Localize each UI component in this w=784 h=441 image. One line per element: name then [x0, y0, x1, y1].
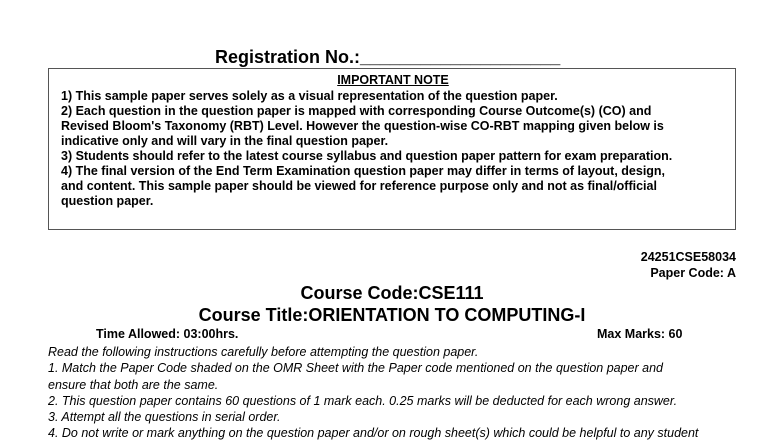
note-line: and content. This sample paper should be viewed for reference purpose only and not as final/official — [61, 179, 657, 193]
course-title: Course Title:ORIENTATION TO COMPUTING-I — [198, 305, 586, 325]
instruction-line: 4. Do not write or mark anything on the question paper and/or on rough sheet(s) which could be helpful to any student — [48, 426, 699, 441]
registration-blank: ____________________ — [360, 47, 561, 67]
instruction-line: ensure that both are the same. — [48, 377, 219, 392]
note-line: question paper. — [61, 194, 154, 208]
note-line: indicative only and will vary in the final question paper. — [61, 134, 389, 148]
course-code: Course Code:CSE111 — [300, 283, 484, 303]
instruction-line: Read the following instructions carefully before attempting the question paper. — [48, 345, 479, 359]
important-note-title: IMPORTANT NOTE — [337, 73, 449, 87]
registration-label: Registration No.: — [215, 47, 361, 67]
max-marks: Max Marks: 60 — [597, 327, 683, 341]
instruction-line: 3. Attempt all the questions in serial order. — [48, 410, 281, 425]
important-note-box — [48, 68, 736, 230]
instructions-block — [48, 344, 778, 441]
note-line: 4) The final version of the End Term Examination question paper may differ in terms of layout, design, — [61, 164, 666, 178]
registration-number-field — [215, 47, 560, 67]
instruction-line: 1. Match the Paper Code shaded on the OMR Sheet with the Paper code mentioned on the question paper and — [48, 361, 663, 376]
note-line: 1) This sample paper serves solely as a visual representation of the question paper. — [61, 89, 558, 103]
note-line: 3) Students should refer to the latest course syllabus and question paper pattern for exam preparation. — [61, 149, 673, 163]
instruction-line: 2. This question paper contains 60 questions of 1 mark each. 0.25 marks will be deducted for each wrong answer. — [48, 393, 678, 408]
note-line: 2) Each question in the question paper is mapped with corresponding Course Outcome(s) (CO) and — [61, 104, 652, 118]
paper-id: 24251CSE58034 — [640, 250, 736, 264]
time-allowed: Time Allowed: 03:00hrs. — [96, 327, 239, 341]
note-line: Revised Bloom's Taxonomy (RBT) Level. However the question-wise CO-RBT mapping given below is — [61, 119, 664, 133]
paper-code: Paper Code: A — [650, 266, 736, 280]
